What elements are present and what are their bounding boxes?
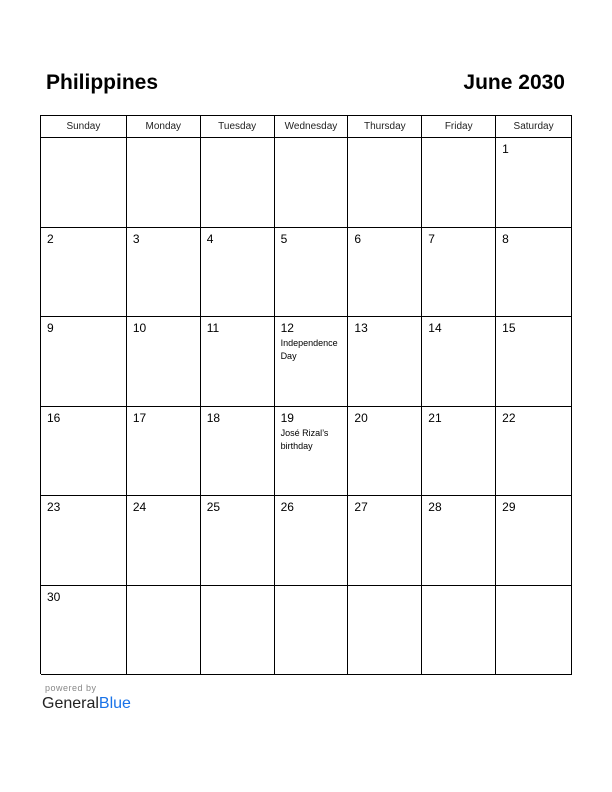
day-cell[interactable] bbox=[275, 317, 349, 407]
powered-by-text: powered by bbox=[45, 683, 97, 693]
weekday-label: Thursday bbox=[348, 116, 422, 138]
day-cell[interactable] bbox=[422, 586, 496, 676]
weekday-label: Sunday bbox=[41, 116, 127, 138]
day-cell[interactable] bbox=[41, 228, 127, 318]
day-cell[interactable] bbox=[348, 317, 422, 407]
day-number: 1 bbox=[502, 142, 509, 156]
day-number: 2 bbox=[47, 231, 54, 246]
weekday-label: Monday bbox=[127, 116, 201, 138]
brand-general-text: General bbox=[42, 695, 99, 712]
day-cell[interactable] bbox=[201, 317, 275, 407]
day-number: 23 bbox=[47, 500, 61, 514]
calendar-grid bbox=[40, 115, 572, 674]
day-cell[interactable] bbox=[127, 496, 201, 586]
day-cell[interactable] bbox=[201, 407, 275, 497]
day-cell[interactable] bbox=[41, 317, 127, 407]
day-cell[interactable] bbox=[275, 496, 349, 586]
day-number: 28 bbox=[428, 500, 442, 514]
day-number: 9 bbox=[47, 321, 54, 335]
day-cell[interactable] bbox=[127, 228, 201, 318]
week-row bbox=[41, 228, 572, 318]
day-number: 13 bbox=[354, 321, 368, 335]
day-number: 30 bbox=[47, 589, 61, 604]
day-cell[interactable] bbox=[127, 138, 201, 228]
day-cell[interactable] bbox=[201, 228, 275, 318]
week-row bbox=[41, 407, 572, 497]
day-cell[interactable] bbox=[275, 228, 349, 318]
weeks-container bbox=[41, 138, 572, 675]
day-number: 10 bbox=[132, 321, 147, 335]
day-number: 25 bbox=[206, 500, 221, 514]
day-cell[interactable] bbox=[496, 586, 572, 676]
weekday-label: Tuesday bbox=[201, 116, 275, 138]
day-number: 16 bbox=[47, 410, 61, 425]
day-number: 4 bbox=[206, 231, 214, 246]
day-cell[interactable] bbox=[348, 496, 422, 586]
day-cell[interactable] bbox=[201, 496, 275, 586]
day-cell[interactable] bbox=[127, 586, 201, 676]
day-number: 5 bbox=[280, 231, 288, 246]
week-row bbox=[41, 496, 572, 586]
day-number: 26 bbox=[280, 500, 294, 514]
weekday-label: Wednesday bbox=[275, 116, 349, 138]
week-row bbox=[41, 317, 572, 407]
day-cell[interactable] bbox=[348, 138, 422, 228]
weekday-label: Friday bbox=[422, 116, 496, 138]
day-cell[interactable] bbox=[422, 228, 496, 318]
day-cell[interactable] bbox=[496, 407, 572, 497]
holiday-label: Independence Day bbox=[280, 338, 338, 361]
day-cell[interactable] bbox=[201, 138, 275, 228]
day-cell[interactable] bbox=[348, 407, 422, 497]
day-number: 12 bbox=[280, 321, 294, 335]
day-number: 24 bbox=[132, 500, 147, 514]
day-number: 7 bbox=[428, 231, 435, 246]
day-cell[interactable] bbox=[348, 586, 422, 676]
day-number: 19 bbox=[280, 410, 294, 425]
day-number: 22 bbox=[502, 410, 516, 425]
day-cell[interactable] bbox=[275, 586, 349, 676]
day-cell[interactable] bbox=[201, 586, 275, 676]
day-number: 14 bbox=[428, 321, 442, 335]
month-year-title: June 2030 bbox=[463, 71, 565, 94]
day-number: 18 bbox=[206, 410, 221, 425]
day-cell[interactable] bbox=[422, 496, 496, 586]
week-row bbox=[41, 586, 572, 676]
holiday-label: José Rizal’s birthday bbox=[280, 427, 329, 451]
day-cell[interactable] bbox=[275, 138, 349, 228]
day-cell[interactable] bbox=[422, 317, 496, 407]
day-number: 29 bbox=[502, 500, 516, 514]
day-number: 3 bbox=[132, 231, 140, 246]
weekday-label: Saturday bbox=[496, 116, 572, 138]
day-cell[interactable] bbox=[496, 138, 572, 228]
day-cell[interactable] bbox=[127, 317, 201, 407]
day-cell[interactable] bbox=[41, 586, 127, 676]
day-cell[interactable] bbox=[275, 407, 349, 497]
day-number: 6 bbox=[354, 231, 362, 246]
day-cell[interactable] bbox=[348, 228, 422, 318]
day-number: 20 bbox=[354, 410, 368, 425]
day-number: 15 bbox=[502, 321, 516, 335]
day-number: 27 bbox=[354, 500, 368, 514]
brand-blue-text: Blue bbox=[98, 695, 131, 712]
day-cell[interactable] bbox=[422, 407, 496, 497]
day-number: 17 bbox=[132, 410, 147, 425]
day-cell[interactable] bbox=[496, 496, 572, 586]
day-cell[interactable] bbox=[496, 228, 572, 318]
generalblue-logo[interactable] bbox=[42, 694, 131, 714]
weekday-header-row bbox=[41, 116, 572, 138]
day-cell[interactable] bbox=[41, 138, 127, 228]
day-number: 8 bbox=[502, 231, 509, 246]
day-cell[interactable] bbox=[496, 317, 572, 407]
week-row bbox=[41, 138, 572, 228]
day-cell[interactable] bbox=[422, 138, 496, 228]
day-cell[interactable] bbox=[41, 407, 127, 497]
country-title: Philippines bbox=[46, 71, 159, 94]
day-number: 21 bbox=[428, 410, 442, 425]
day-cell[interactable] bbox=[41, 496, 127, 586]
day-cell[interactable] bbox=[127, 407, 201, 497]
day-number: 11 bbox=[206, 321, 220, 335]
